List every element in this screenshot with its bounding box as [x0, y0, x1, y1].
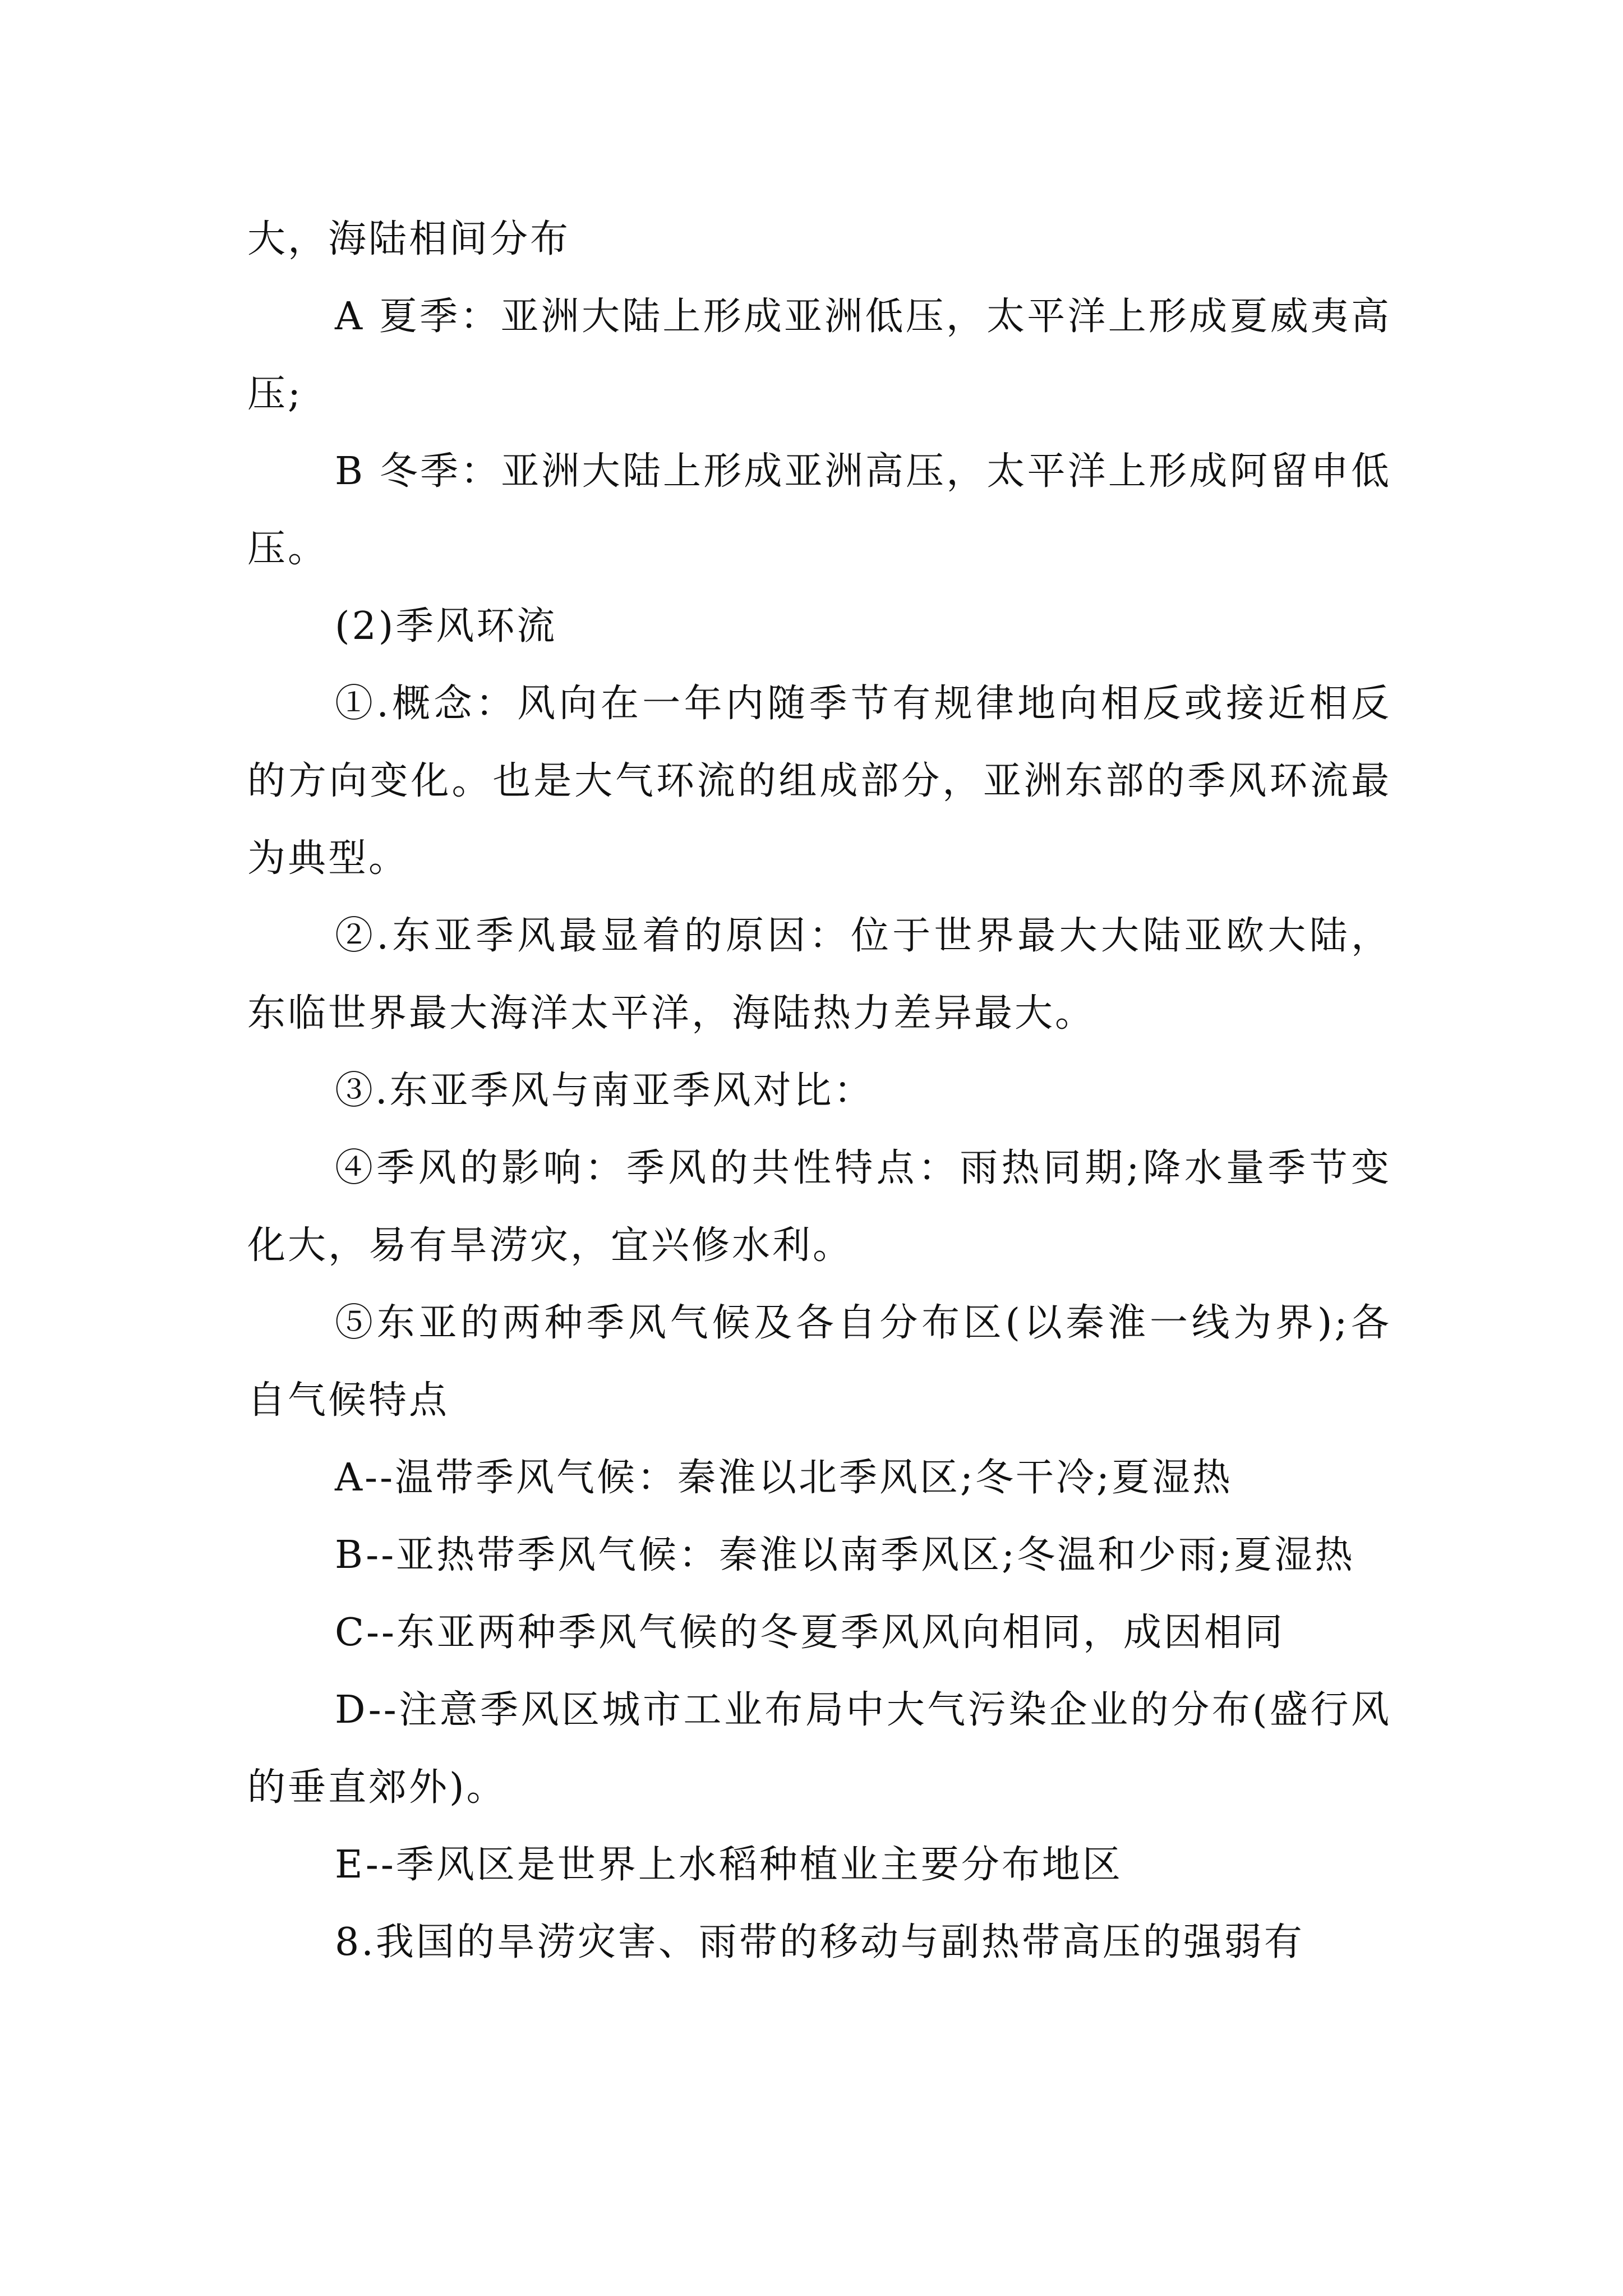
section-heading-monsoon-circulation: (2)季风环流: [335, 604, 557, 648]
list-item-industrial-layout: D--注意季风区城市工业布局中大气污染企业的分布(盛行风的垂直郊外)。: [247, 1688, 1391, 1810]
list-item-temperate-monsoon: A--温带季风气候：秦淮以北季风区;冬干冷;夏湿热: [335, 1456, 1233, 1500]
list-item-subtropical-monsoon: B--亚热带季风气候：秦淮以南季风区;冬温和少雨;夏湿热: [335, 1533, 1355, 1577]
paragraph-monsoon-impact: ④季风的影响：季风的共性特点：雨热同期;降水量季节变化大，易有旱涝灾，宜兴修水利。: [247, 1146, 1391, 1268]
paragraph-summer-pressure: A 夏季：亚洲大陆上形成亚洲低压，太平洋上形成夏威夷高压;: [247, 295, 1391, 416]
paragraph-continuation: 大，海陆相间分布: [247, 217, 571, 261]
list-item-rice-cultivation: E--季风区是世界上水稻种植业主要分布地区: [335, 1843, 1123, 1887]
paragraph-east-asia-cause: ②.东亚季风最显着的原因：位于世界最大大陆亚欧大陆，东临世界最大海洋太平洋，海陆热力差异最大。: [247, 914, 1391, 1036]
paragraph-comparison: ③.东亚季风与南亚季风对比：: [335, 1069, 874, 1113]
paragraph-concept: ①.概念：风向在一年内随季节有规律地向相反或接近相反的方向变化。也是大气环流的组成部分，亚洲东部的季风环流最为典型。: [247, 682, 1391, 881]
paragraph-climate-types: ⑤东亚的两种季风气候及各自分布区(以秦淮一线为界);各自气候特点: [247, 1301, 1391, 1423]
paragraph-winter-pressure: B 冬季：亚洲大陆上形成亚洲高压，太平洋上形成阿留申低压。: [247, 449, 1391, 571]
paragraph-drought-flood: 8.我国的旱涝灾害、雨带的移动与副热带高压的强弱有: [335, 1920, 1304, 1964]
list-item-wind-direction: C--东亚两种季风气候的冬夏季风风向相同，成因相同: [335, 1611, 1285, 1655]
document-body: [247, 201, 1391, 1981]
